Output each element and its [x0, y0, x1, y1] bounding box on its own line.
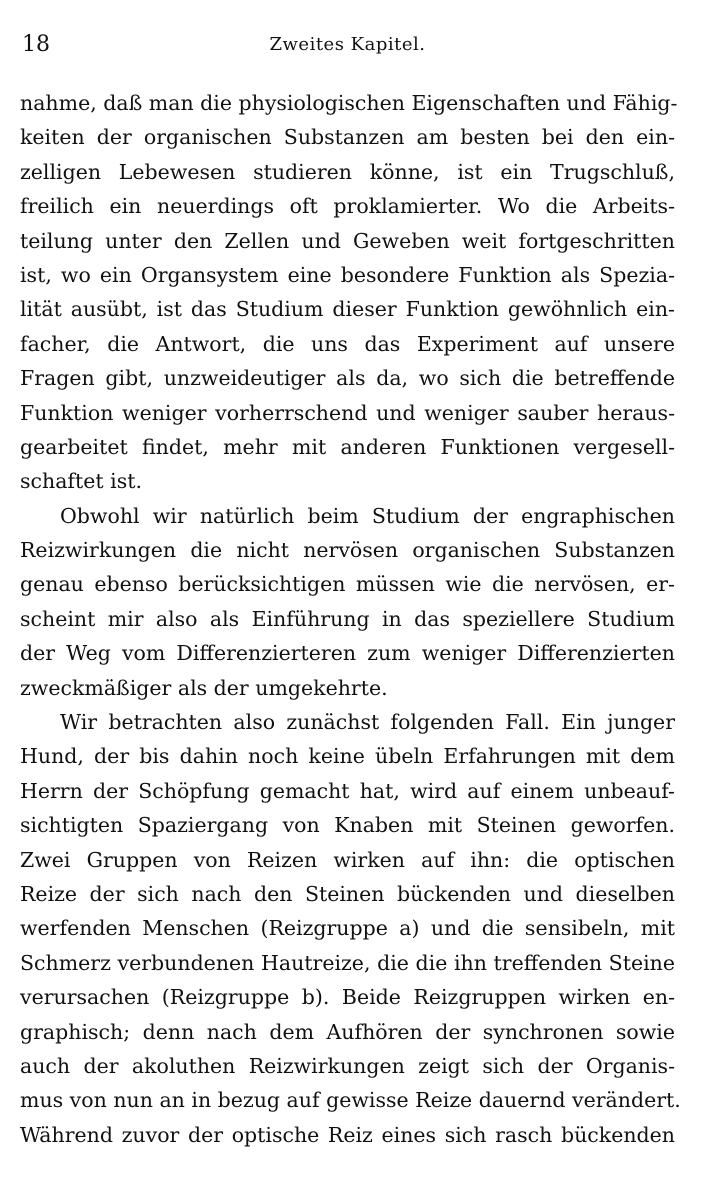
text-line: keiten der organischen Substanzen am besten bei den ein- — [20, 125, 675, 150]
text-line: mus von nun an in bezug auf gewisse Reize dauernd verändert. — [20, 1088, 681, 1113]
text-line: Hund, der bis dahin noch keine übeln Erfahrungen mit dem — [20, 744, 675, 769]
text-line: Herrn der Schöpfung gemacht hat, wird auf einem unbeauf- — [20, 778, 675, 803]
text-line: scheint mir also als Einführung in das speziellere Studium — [20, 606, 675, 631]
text-line: Obwohl wir natürlich beim Studium der engraphischen — [60, 503, 675, 528]
text-line: der Weg vom Differenzierteren zum weniger Differenzierten — [20, 641, 675, 666]
text-line: Wir betrachten also zunächst folgenden Fall. Ein junger — [60, 710, 675, 735]
text-line: nahme, daß man die physiologischen Eigenschaften und Fähig- — [20, 91, 678, 115]
text-line: Schmerz verbundenen Hautreize, die die ihn treffenden Steine — [20, 950, 675, 975]
text-line: freilich ein neuerdings oft proklamierter. Wo die Arbeits- — [20, 194, 675, 219]
text-line: Funktion weniger vorherrschend und weniger sauber heraus- — [20, 400, 675, 425]
text-line: graphisch; denn nach dem Aufhören der synchronen sowie — [20, 1019, 675, 1044]
text-line: ist, wo ein Organsystem eine besondere Funktion als Spezia- — [20, 262, 675, 287]
running-head: Zweites Kapitel. — [269, 34, 426, 55]
text-line: Zwei Gruppen von Reizen wirken auf ihn: die optischen — [20, 847, 675, 872]
text-line: Reize der sich nach den Steinen bückenden und dieselben — [20, 881, 675, 906]
text-line: lität ausübt, ist das Studium dieser Funktion gewöhnlich ein- — [20, 297, 675, 322]
paragraph — [20, 499, 675, 705]
text-line: facher, die Antwort, die uns das Experiment auf unsere — [20, 331, 675, 356]
text-line: schaftet ist. — [20, 469, 142, 494]
text-line: sichtigten Spaziergang von Knaben mit Steinen geworfen. — [20, 813, 675, 838]
text-line: Reizwirkungen die nicht nervösen organischen Substanzen — [20, 538, 675, 563]
text-line: verursachen (Reizgruppe b). Beide Reizgruppen wirken en- — [20, 985, 675, 1010]
text-line: Während zuvor der optische Reiz eines sich rasch bückenden — [20, 1122, 675, 1147]
text-line: genau ebenso berücksichtigen müssen wie die nervösen, er- — [20, 572, 675, 597]
body-text — [20, 86, 681, 1152]
text-line: auch der akoluthen Reizwirkungen zeigt sich der Organis- — [20, 1053, 675, 1078]
paragraph — [20, 86, 678, 499]
text-line: gearbeitet findet, mehr mit anderen Funktionen vergesell- — [20, 434, 675, 459]
page-number: 18 — [22, 32, 50, 57]
text-line: teilung unter den Zellen und Geweben weit fortgeschritten — [20, 228, 675, 253]
text-line: zweckmäßiger als der umgekehrte. — [20, 675, 388, 700]
page-header — [20, 32, 675, 58]
paragraph — [20, 705, 681, 1152]
text-line: werfenden Menschen (Reizgruppe a) und die sensibeln, mit — [20, 916, 675, 941]
text-line: Fragen gibt, unzweideutiger als da, wo sich die betreffende — [20, 366, 675, 391]
text-line: zelligen Lebewesen studieren könne, ist ein Trugschluß, — [20, 159, 675, 184]
